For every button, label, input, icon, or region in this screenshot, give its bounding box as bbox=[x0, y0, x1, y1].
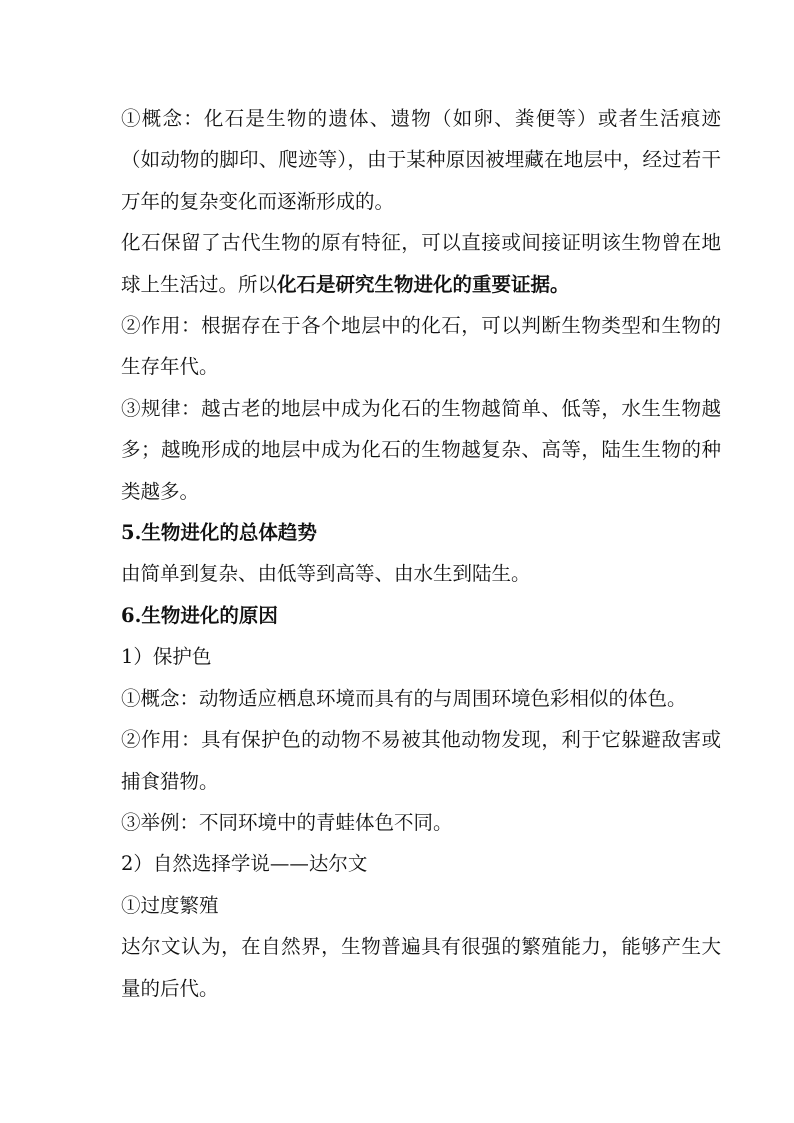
document-page bbox=[121, 98, 721, 1009]
subheading-protective-color: 1）保护色 bbox=[121, 645, 212, 669]
fossil-evidence-text: 化石保留了古代生物的原有特征，可以直接或间接证明该生物曾在地球上生活过。所以 bbox=[121, 231, 721, 296]
fossil-evidence-paragraph bbox=[121, 222, 721, 305]
section-heading-evolution-causes: 6.生物进化的原因 bbox=[121, 603, 278, 627]
fossil-function-paragraph: ②作用：根据存在于各个地层中的化石，可以判断生物类型和生物的生存年代。 bbox=[121, 314, 721, 379]
subheading-natural-selection: 2）自然选择学说——达尔文 bbox=[121, 852, 368, 876]
fossil-evidence-emphasis: 化石是研究生物进化的重要证据。 bbox=[277, 272, 570, 296]
fossil-pattern-paragraph: ③规律：越古老的地层中成为化石的生物越简单、低等，水生生物越多；越晚形成的地层中成为化石的生物越复杂、高等，陆生生物的种类越多。 bbox=[121, 396, 721, 503]
section-heading-evolution-trend: 5.生物进化的总体趋势 bbox=[121, 521, 317, 545]
evolution-trend-paragraph: 由简单到复杂、由低等到高等、由水生到陆生。 bbox=[121, 562, 531, 586]
darwin-view-paragraph: 达尔文认为，在自然界，生物普遍具有很强的繁殖能力，能够产生大量的后代。 bbox=[121, 935, 721, 1000]
fossil-concept-paragraph: ①概念：化石是生物的遗体、遗物（如卵、粪便等）或者生活痕迹（如动物的脚印、爬迹等），由于某种原因被埋藏在地层中，经过若干万年的复杂变化而逐渐形成的。 bbox=[121, 107, 721, 213]
protective-color-concept: ①概念：动物适应栖息环境而具有的与周围环境色彩相似的体色。 bbox=[121, 686, 687, 710]
over-reproduction-item: ①过度繁殖 bbox=[121, 893, 219, 917]
protective-color-example: ③举例：不同环境中的青蛙体色不同。 bbox=[121, 810, 453, 834]
protective-color-function: ②作用：具有保护色的动物不易被其他动物发现，利于它躲避敌害或捕食猎物。 bbox=[121, 728, 721, 793]
